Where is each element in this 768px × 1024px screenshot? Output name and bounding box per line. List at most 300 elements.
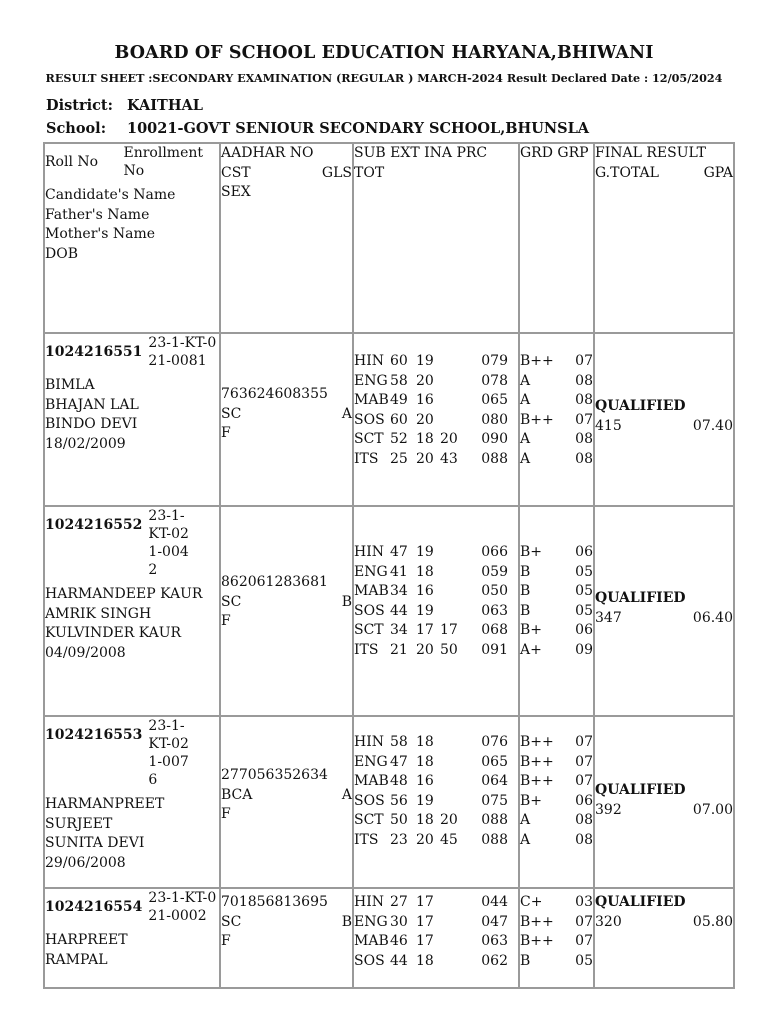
- internal-marks: 19: [416, 544, 434, 560]
- aadhar-cell: [220, 716, 353, 888]
- grade-line: [520, 932, 593, 952]
- caste-category: SC: [221, 405, 242, 422]
- grade: B++: [520, 773, 554, 789]
- external-marks: 58: [390, 734, 408, 750]
- subject-line: [354, 602, 518, 622]
- subject-line: [354, 952, 518, 972]
- aadhar-number: 763624608355: [221, 386, 328, 402]
- gls-value: B: [341, 593, 352, 610]
- candidate-cell: [44, 716, 220, 888]
- subject-code: ENG: [354, 372, 388, 389]
- father-name: RAMPAL: [45, 951, 108, 968]
- practical-marks: [440, 893, 470, 913]
- grade-line: [520, 372, 593, 392]
- subject-line: [354, 372, 518, 392]
- father-name: AMRIK SINGH: [45, 605, 152, 622]
- total-marks: 075: [481, 792, 508, 809]
- external-marks: 23: [390, 831, 408, 848]
- candidate-name: HARPREET: [45, 932, 128, 948]
- board-title: BOARD OF SCHOOL EDUCATION HARYANA,BHIWANI: [114, 43, 654, 63]
- grade: B+: [520, 792, 543, 809]
- subject-line: [354, 641, 518, 661]
- internal-marks: 17: [416, 622, 434, 638]
- external-marks: 47: [390, 753, 408, 770]
- grade-point: 08: [575, 812, 593, 828]
- candidate-cell: [44, 888, 220, 988]
- candidate-cell: [44, 506, 220, 716]
- roll-number: 1024216554: [45, 899, 143, 915]
- mother-name: SUNITA DEVI: [45, 835, 145, 851]
- grade-point: 08: [575, 392, 593, 408]
- grade-point: 08: [575, 450, 593, 467]
- external-marks: 41: [390, 563, 408, 580]
- caste-gls-line: [221, 913, 352, 933]
- grade-line: [520, 733, 593, 753]
- internal-marks: 19: [416, 353, 434, 369]
- gpa-value: 07.00: [692, 801, 733, 818]
- total-marks: 078: [481, 372, 508, 389]
- caste-category: BCA: [221, 786, 253, 803]
- subject-line: [354, 621, 518, 641]
- date-of-birth: 04/09/2008: [45, 644, 126, 661]
- grade: B+: [520, 544, 543, 560]
- total-gpa-line: [595, 609, 733, 629]
- grade-point: 08: [575, 431, 593, 447]
- internal-marks: 18: [416, 952, 434, 969]
- grade-line: [520, 430, 593, 450]
- subject-line: [354, 450, 518, 470]
- practical-marks: [440, 952, 470, 972]
- grade-point: 08: [575, 831, 593, 848]
- subject-line: [354, 913, 518, 933]
- external-marks: 48: [390, 773, 408, 789]
- grade-line: [520, 753, 593, 773]
- practical-marks: [440, 543, 470, 563]
- practical-marks: 17: [440, 622, 458, 638]
- roll-number: 1024216553: [45, 727, 143, 743]
- grade-line: [520, 792, 593, 812]
- internal-marks: 20: [416, 372, 434, 389]
- subject-code: ENG: [354, 563, 388, 580]
- grade-point: 08: [575, 372, 593, 389]
- district-label: District:: [46, 97, 113, 114]
- subject-code: HIN: [354, 734, 384, 750]
- result-sheet-subtitle: RESULT SHEET :SECONDARY EXAMINATION (REGULAR ) MARCH-2024 Result Declared Date : 12/05/2024: [45, 71, 723, 85]
- external-marks: 44: [390, 602, 408, 619]
- grade-line: [520, 352, 593, 372]
- practical-marks: [440, 602, 470, 622]
- internal-marks: 18: [416, 734, 434, 750]
- subject-line: [354, 792, 518, 812]
- internal-marks: 18: [416, 563, 434, 580]
- external-marks: 49: [390, 392, 408, 408]
- header-gtotal: G.TOTAL: [595, 164, 659, 181]
- grade: A: [520, 372, 531, 389]
- grade-point: 05: [575, 602, 593, 619]
- external-marks: 34: [390, 583, 408, 599]
- candidate-name: HARMANDEEP KAUR: [45, 586, 203, 602]
- date-of-birth: 29/06/2008: [45, 854, 126, 871]
- practical-marks: [440, 563, 470, 583]
- header-sub-ext-ina-prc-tot: SUB EXT INA PRC TOT: [354, 145, 488, 181]
- grade: B: [520, 583, 531, 599]
- grade: B++: [520, 753, 554, 770]
- total-marks: 080: [481, 411, 508, 428]
- candidate-name: BIMLA: [45, 377, 95, 393]
- candidate-details: [45, 795, 219, 873]
- enrollment-number: 23-1-KT-021-0076: [148, 718, 189, 788]
- grades-cell: [519, 506, 594, 716]
- aadhar-cell: [220, 333, 353, 506]
- candidate-details: [45, 585, 219, 663]
- practical-marks: [440, 772, 470, 792]
- grade-point: 07: [575, 411, 593, 428]
- grade-point: 06: [575, 622, 593, 638]
- grade-line: [520, 772, 593, 792]
- father-name: SURJEET: [45, 815, 113, 832]
- header-dob: DOB: [45, 245, 78, 262]
- practical-marks: 20: [440, 812, 458, 828]
- grand-total: 320: [595, 913, 622, 930]
- external-marks: 52: [390, 431, 408, 447]
- caste-gls-line: [221, 405, 352, 425]
- subject-code: ITS: [354, 641, 379, 658]
- header-candidate-name: Candidate's Name: [45, 187, 176, 203]
- internal-marks: 19: [416, 602, 434, 619]
- subject-code: HIN: [354, 544, 384, 560]
- total-marks: 065: [481, 753, 508, 770]
- subject-line: [354, 893, 518, 913]
- grade: B: [520, 563, 531, 580]
- candidate-cell: [44, 333, 220, 506]
- total-gpa-line: [595, 913, 733, 933]
- grade: C+: [520, 894, 543, 910]
- subject-line: [354, 831, 518, 851]
- internal-marks: 20: [416, 411, 434, 428]
- grade-point: 07: [575, 753, 593, 770]
- internal-marks: 19: [416, 792, 434, 809]
- internal-marks: 16: [416, 773, 434, 789]
- gpa-value: 07.40: [692, 417, 733, 434]
- caste-gls-line: [221, 786, 352, 806]
- header-cst: CST: [221, 164, 251, 181]
- header-final-result: FINAL RESULT: [595, 145, 706, 161]
- subject-code: SOS: [354, 952, 385, 969]
- student-row: [44, 716, 734, 888]
- grade-line: [520, 913, 593, 933]
- header-aadhar: AADHAR NO: [221, 145, 314, 161]
- subject-code: MAB: [354, 392, 389, 408]
- grade-line: [520, 582, 593, 602]
- subject-code: HIN: [354, 353, 384, 369]
- practical-marks: [440, 913, 470, 933]
- grade-line: [520, 621, 593, 641]
- subject-code: HIN: [354, 894, 384, 910]
- result-cell: [594, 333, 734, 506]
- grade-point: 07: [575, 734, 593, 750]
- subject-line: [354, 733, 518, 753]
- external-marks: 27: [390, 894, 408, 910]
- subject-code: SCT: [354, 431, 384, 447]
- total-marks: 063: [481, 602, 508, 619]
- practical-marks: [440, 792, 470, 812]
- candidate-id-block: [45, 889, 219, 925]
- subject-code: SOS: [354, 602, 385, 619]
- internal-marks: 20: [416, 641, 434, 658]
- caste-gls-line: [221, 593, 352, 613]
- student-row: [44, 333, 734, 506]
- subject-line: [354, 753, 518, 773]
- gpa-value: 06.40: [692, 609, 733, 626]
- subject-line: [354, 811, 518, 831]
- subject-code: SCT: [354, 812, 384, 828]
- header-sex: SEX: [221, 184, 251, 200]
- practical-marks: 45: [440, 831, 458, 848]
- total-marks: 068: [481, 622, 508, 638]
- header-result-cell: [594, 143, 734, 333]
- internal-marks: 18: [416, 812, 434, 828]
- practical-marks: [440, 391, 470, 411]
- header-subject-cell: [353, 143, 519, 333]
- header-grade-cell: [519, 143, 594, 333]
- subject-line: [354, 391, 518, 411]
- candidate-details: [45, 931, 219, 970]
- external-marks: 56: [390, 792, 408, 809]
- enrollment-number: 23-1-KT-021-0002: [148, 890, 217, 924]
- subjects-cell: [353, 888, 519, 988]
- subject-code: SOS: [354, 411, 385, 428]
- header-mother-name: Mother's Name: [45, 226, 156, 242]
- external-marks: 46: [390, 933, 408, 949]
- candidate-id-block: [45, 334, 219, 370]
- school-value: 10021-GOVT SENIOUR SECONDARY SCHOOL,BHUNSLA: [127, 120, 590, 137]
- school-label: School:: [46, 120, 107, 137]
- external-marks: 60: [390, 353, 408, 369]
- grade: B++: [520, 411, 554, 428]
- external-marks: 47: [390, 544, 408, 560]
- practical-marks: [440, 753, 470, 773]
- practical-marks: 20: [440, 431, 458, 447]
- subject-code: ENG: [354, 913, 388, 930]
- subject-line: [354, 772, 518, 792]
- aadhar-cell: [220, 888, 353, 988]
- district-value: KAITHAL: [127, 97, 203, 114]
- header-aadhar-cell: [220, 143, 353, 333]
- grades-cell: [519, 716, 594, 888]
- total-marks: 090: [481, 431, 508, 447]
- external-marks: 60: [390, 411, 408, 428]
- total-marks: 047: [481, 913, 508, 930]
- total-marks: 064: [481, 773, 508, 789]
- school-line: [46, 120, 589, 137]
- candidate-id-block: [45, 717, 219, 789]
- total-marks: 063: [481, 933, 508, 949]
- grade-line: [520, 563, 593, 583]
- final-result: QUALIFIED: [595, 894, 686, 910]
- total-marks: 079: [481, 353, 508, 369]
- gpa-value: 05.80: [692, 913, 733, 930]
- subject-code: ITS: [354, 831, 379, 848]
- grade-point: 05: [575, 952, 593, 969]
- practical-marks: [440, 582, 470, 602]
- grade-point: 05: [575, 563, 593, 580]
- grade-point: 07: [575, 773, 593, 789]
- student-row: [44, 888, 734, 988]
- grade-line: [520, 952, 593, 972]
- mother-name: KULVINDER KAUR: [45, 625, 182, 641]
- subject-code: MAB: [354, 773, 389, 789]
- aadhar-cell: [220, 506, 353, 716]
- aadhar-number: 277056352634: [221, 767, 328, 783]
- subject-line: [354, 543, 518, 563]
- caste-category: SC: [221, 593, 242, 610]
- total-marks: 088: [481, 450, 508, 467]
- grade-line: [520, 391, 593, 411]
- sex-value: F: [221, 933, 231, 949]
- external-marks: 50: [390, 812, 408, 828]
- practical-marks: 50: [440, 641, 458, 658]
- practical-marks: 43: [440, 450, 458, 467]
- grand-total: 347: [595, 609, 622, 626]
- grade-point: 07: [575, 913, 593, 930]
- total-gpa-line: [595, 417, 733, 437]
- final-result: QUALIFIED: [595, 398, 686, 414]
- grade: A+: [520, 641, 542, 658]
- internal-marks: 20: [416, 831, 434, 848]
- practical-marks: [440, 733, 470, 753]
- practical-marks: [440, 932, 470, 952]
- subject-line: [354, 430, 518, 450]
- sex-value: F: [221, 613, 231, 629]
- internal-marks: 17: [416, 933, 434, 949]
- total-gpa-line: [595, 801, 733, 821]
- internal-marks: 17: [416, 894, 434, 910]
- father-name: BHAJAN LAL: [45, 396, 139, 413]
- subject-line: [354, 352, 518, 372]
- result-table: [43, 142, 735, 989]
- grade-point: 07: [575, 933, 593, 949]
- subject-line: [354, 563, 518, 583]
- grade: B++: [520, 353, 554, 369]
- student-row: [44, 506, 734, 716]
- grade-point: 07: [575, 353, 593, 369]
- result-cell: [594, 716, 734, 888]
- grade: A: [520, 450, 531, 467]
- grade: A: [520, 392, 531, 408]
- enrollment-number: 23-1-KT-021-0042: [148, 508, 189, 578]
- grade-line: [520, 450, 593, 470]
- external-marks: 44: [390, 952, 408, 969]
- grade: B: [520, 952, 531, 969]
- district-line: [46, 97, 203, 114]
- practical-marks: [440, 411, 470, 431]
- internal-marks: 16: [416, 583, 434, 599]
- header-gls: GLS: [321, 164, 352, 181]
- gls-value: A: [341, 786, 352, 803]
- external-marks: 58: [390, 372, 408, 389]
- total-marks: 066: [481, 544, 508, 560]
- enrollment-number: 23-1-KT-021-0081: [148, 335, 217, 369]
- grade: A: [520, 812, 531, 828]
- header-enrollment-no: Enrollment No: [123, 145, 203, 179]
- grade-point: 06: [575, 544, 593, 560]
- candidate-name: HARMANPREET: [45, 796, 165, 812]
- subject-line: [354, 582, 518, 602]
- grades-cell: [519, 333, 594, 506]
- header-grd-grp: GRD GRP: [520, 145, 589, 161]
- grade-line: [520, 811, 593, 831]
- subjects-cell: [353, 506, 519, 716]
- subject-line: [354, 932, 518, 952]
- gls-value: A: [341, 405, 352, 422]
- practical-marks: [440, 372, 470, 392]
- caste-category: SC: [221, 913, 242, 930]
- subject-line: [354, 411, 518, 431]
- candidate-id-block: [45, 507, 219, 579]
- header-row: [44, 143, 734, 333]
- grade-line: [520, 893, 593, 913]
- final-result: QUALIFIED: [595, 590, 686, 606]
- final-result: QUALIFIED: [595, 782, 686, 798]
- subject-code: SCT: [354, 622, 384, 638]
- practical-marks: [440, 352, 470, 372]
- grade: A: [520, 431, 531, 447]
- total-marks: 059: [481, 563, 508, 580]
- grade: B++: [520, 913, 554, 930]
- subjects-cell: [353, 333, 519, 506]
- grades-cell: [519, 888, 594, 988]
- grade-point: 05: [575, 583, 593, 599]
- internal-marks: 18: [416, 431, 434, 447]
- roll-number: 1024216551: [45, 344, 143, 360]
- grade-line: [520, 831, 593, 851]
- internal-marks: 17: [416, 913, 434, 930]
- grade: B++: [520, 933, 554, 949]
- total-marks: 065: [481, 392, 508, 408]
- grand-total: 415: [595, 417, 622, 434]
- subjects-cell: [353, 716, 519, 888]
- grade: A: [520, 831, 531, 848]
- aadhar-number: 862061283681: [221, 574, 328, 590]
- total-marks: 088: [481, 812, 508, 828]
- subject-code: ENG: [354, 753, 388, 770]
- total-marks: 091: [481, 641, 508, 658]
- grade-line: [520, 602, 593, 622]
- roll-number: 1024216552: [45, 517, 143, 533]
- result-cell: [594, 506, 734, 716]
- grade-point: 06: [575, 792, 593, 809]
- total-marks: 088: [481, 831, 508, 848]
- subject-code: MAB: [354, 583, 389, 599]
- total-marks: 044: [481, 894, 508, 910]
- grade: B: [520, 602, 531, 619]
- mother-name: BINDO DEVI: [45, 416, 138, 432]
- grade: B+: [520, 622, 543, 638]
- candidate-details: [45, 376, 219, 454]
- internal-marks: 18: [416, 753, 434, 770]
- grade: B++: [520, 734, 554, 750]
- header-roll-no: Roll No: [45, 154, 99, 170]
- internal-marks: 20: [416, 450, 434, 467]
- header-gpa: GPA: [703, 164, 733, 181]
- total-marks: 050: [481, 583, 508, 599]
- external-marks: 34: [390, 622, 408, 638]
- internal-marks: 16: [416, 392, 434, 408]
- header-candidate-cell: [44, 143, 220, 333]
- subject-code: ITS: [354, 450, 379, 467]
- aadhar-number: 701856813695: [221, 894, 328, 910]
- gls-value: B: [341, 913, 352, 930]
